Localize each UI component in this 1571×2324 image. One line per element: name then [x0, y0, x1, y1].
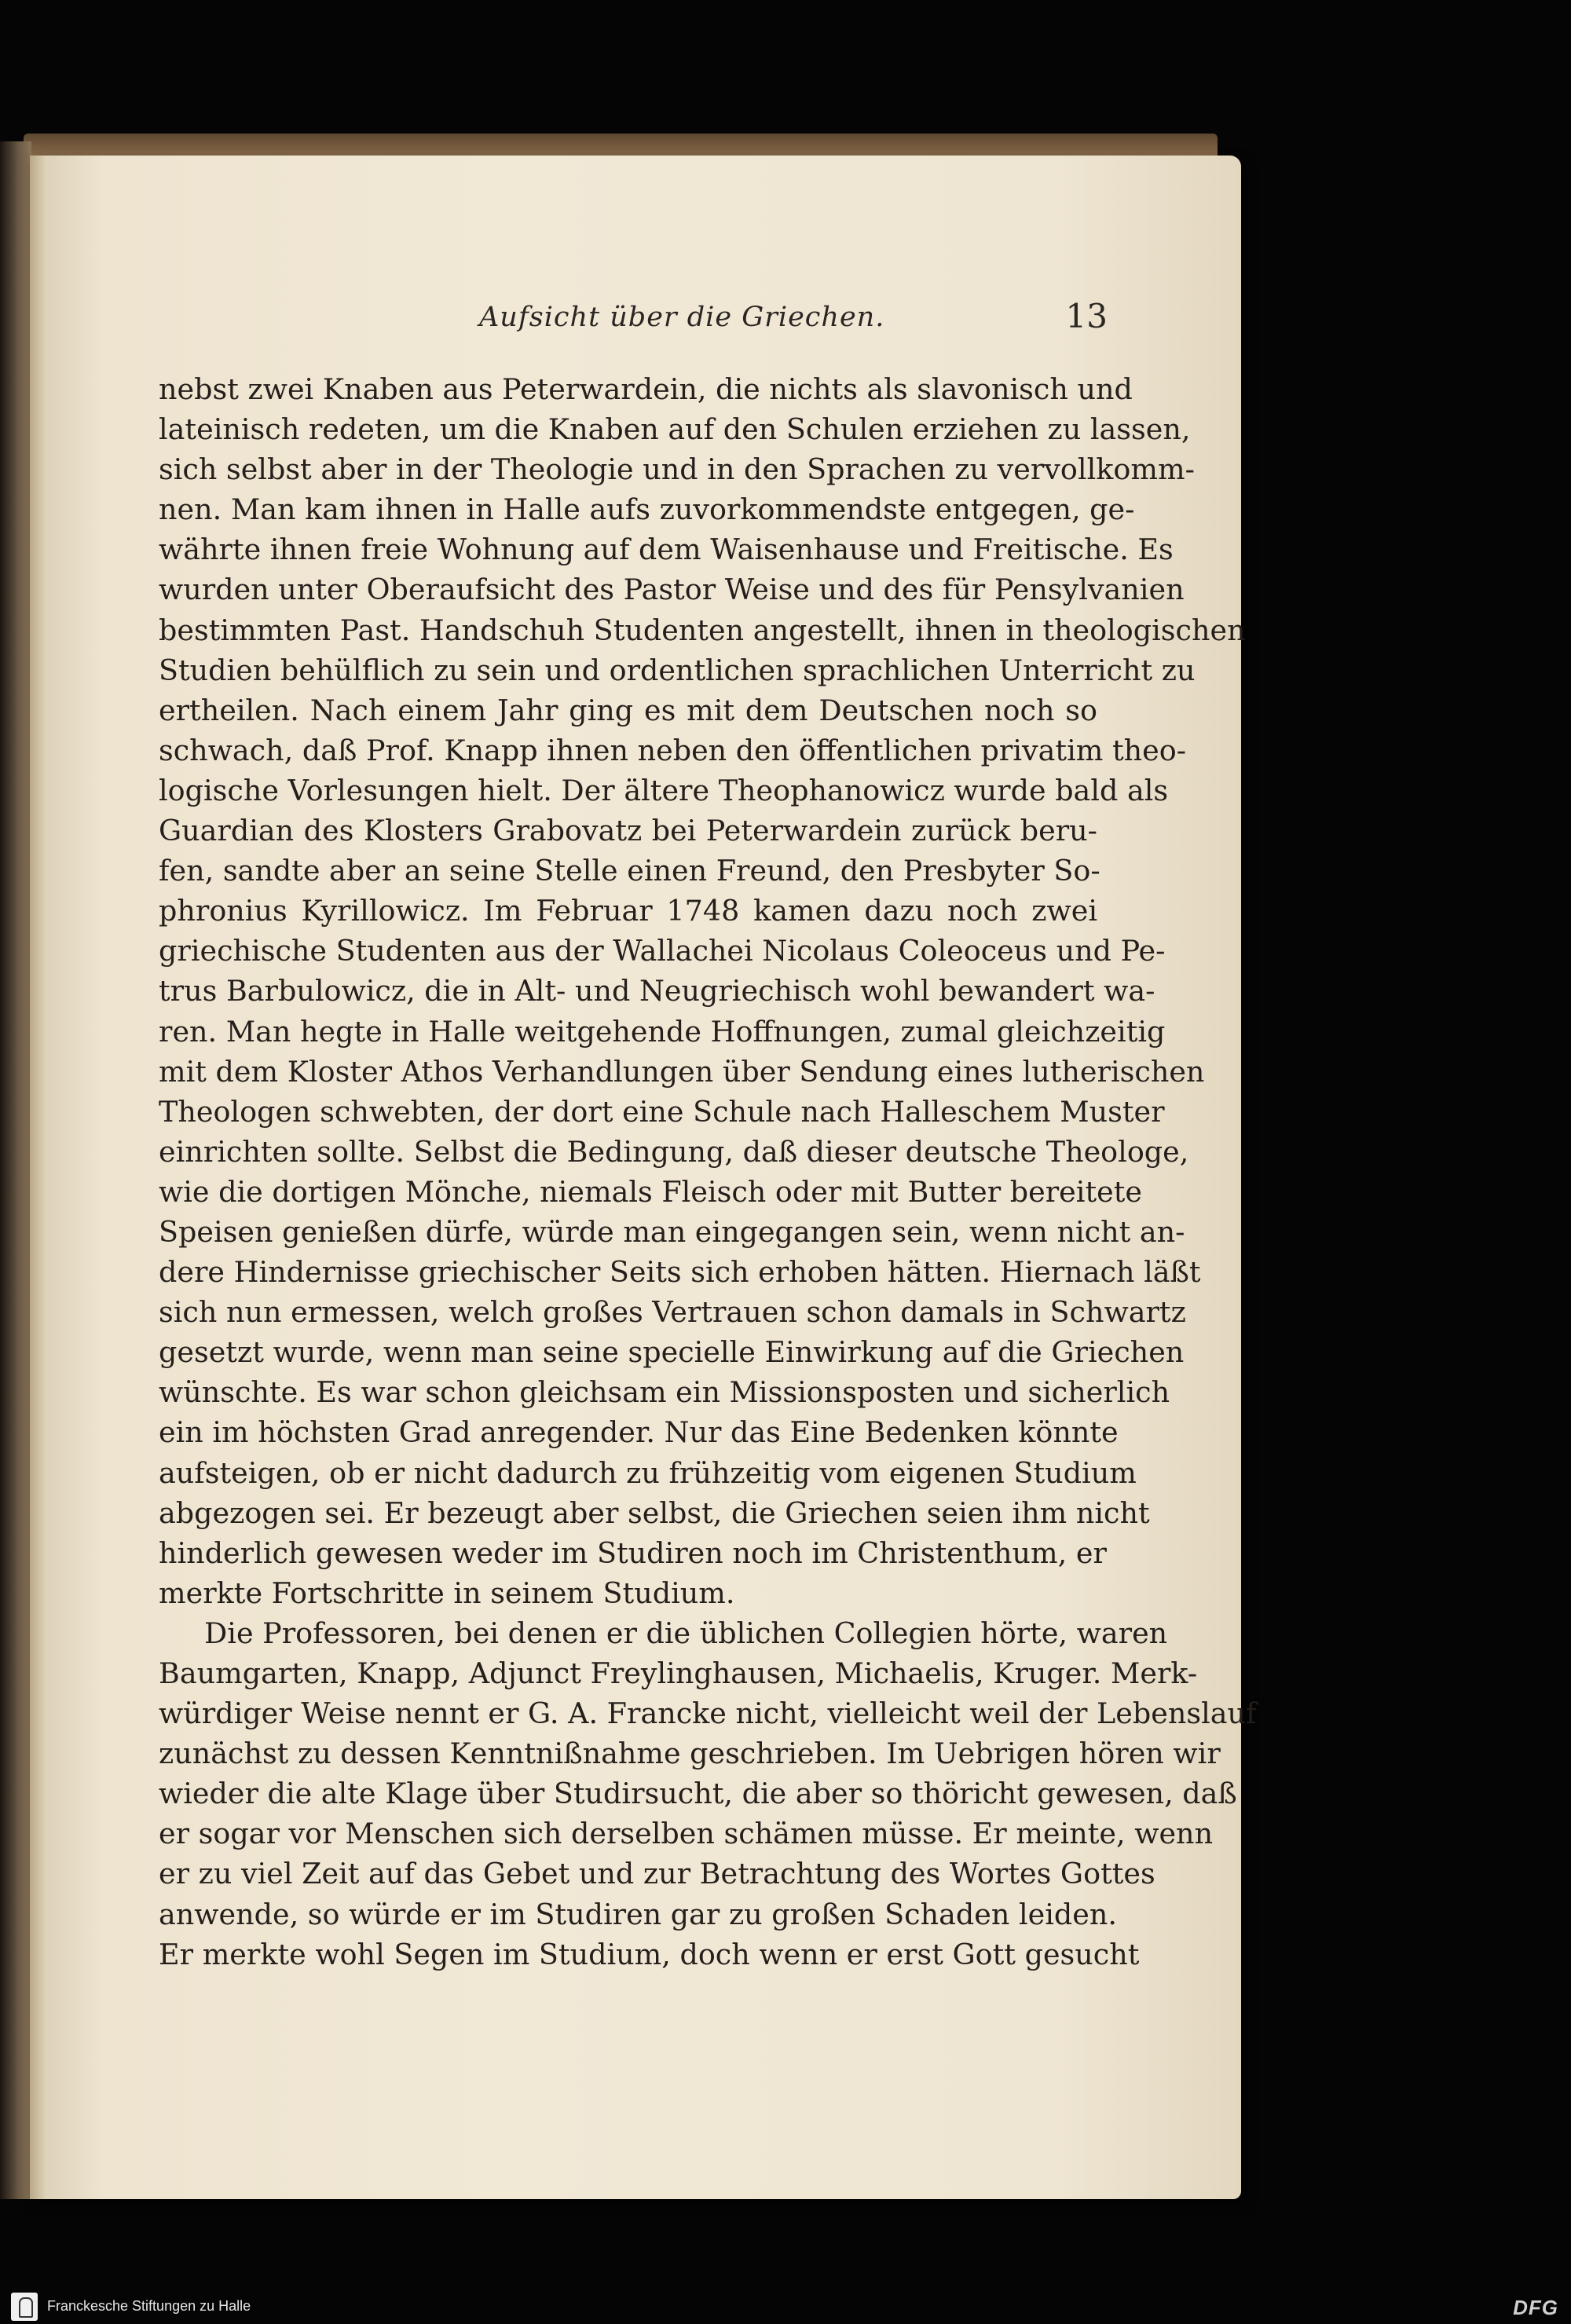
text-line: bestimmten Past. Handschuh Studenten angestellt, ihnen in theologischen: [159, 613, 1246, 647]
text-line: würdiger Weise nennt er G. A. Francke nicht, vielleicht weil der Lebenslauf: [159, 1696, 1257, 1731]
text-line: wünschte. Es war schon gleichsam ein Missionsposten und sicherlich: [159, 1375, 1170, 1410]
text-line: gesetzt wurde, wenn man seine specielle Einwirkung auf die Griechen: [159, 1335, 1185, 1370]
text-line: währte ihnen freie Wohnung auf dem Waisenhause und Freitische. Es: [159, 533, 1174, 567]
dfg-logo: DFG: [1513, 2296, 1558, 2319]
text-line: zunächst zu dessen Kenntnißnahme geschrieben. Im Uebrigen hören wir: [159, 1737, 1221, 1771]
institution-name: Franckesche Stiftungen zu Halle: [47, 2298, 251, 2314]
body-text: [159, 369, 1257, 1974]
text-line: hinderlich gewesen weder im Studiren noch im Christenthum, er: [159, 1535, 1107, 1570]
text-line: griechische Studenten aus der Wallachei Nicolaus Coleoceus und Pe-: [159, 934, 1166, 968]
text-line: sich nun ermessen, welch großes Vertrauen schon damals in Schwartz: [159, 1295, 1186, 1330]
text-line: wieder die alte Klage über Studirsucht, die aber so thöricht gewesen, daß: [159, 1777, 1237, 1811]
page-header: [165, 297, 1108, 344]
text-line: Guardian des Klosters Grabovatz bei Peterwardein zurück beru-: [159, 814, 1097, 848]
text-line: aufsteigen, ob er nicht dadurch zu frühzeitig vom eigenen Studium: [159, 1455, 1137, 1490]
text-line: Baumgarten, Knapp, Adjunct Freylinghausen, Michaelis, Kruger. Merk-: [159, 1656, 1198, 1690]
text-line: ertheilen. Nach einem Jahr ging es mit dem Deutschen noch so: [159, 693, 1097, 727]
text-line: nen. Man kam ihnen in Halle aufs zuvorkommendste entgegen, ge-: [159, 492, 1135, 527]
book-spine: [0, 141, 31, 2199]
text-line: abgezogen sei. Er bezeugt aber selbst, die Griechen seien ihm nicht: [159, 1495, 1150, 1530]
text-line: phronius Kyrillowicz. Im Februar 1748 kamen dazu noch zwei: [159, 894, 1097, 928]
text-line: anwende, so würde er im Studiren gar zu großen Schaden leiden.: [159, 1897, 1117, 1931]
text-line: fen, sandte aber an seine Stelle einen Freund, den Presbyter So-: [159, 854, 1100, 888]
text-line: wie die dortigen Mönche, niemals Fleisch oder mit Butter bereitete: [159, 1174, 1142, 1209]
text-line: Er merkte wohl Segen im Studium, doch wenn er erst Gott gesucht: [159, 1937, 1140, 1971]
paragraph-start-line: Die Professoren, bei denen er die üblichen Collegien hörte, waren: [204, 1616, 1168, 1650]
running-title: Aufsicht über die Griechen.: [479, 302, 885, 333]
page-gutter: [30, 156, 47, 2199]
text-line: lateinisch redeten, um die Knaben auf den Schulen erziehen zu lassen,: [159, 412, 1191, 447]
text-line: trus Barbulowicz, die in Alt- und Neugriechisch wohl bewandert wa-: [159, 974, 1155, 1008]
text-line: sich selbst aber in der Theologie und in den Sprachen zu vervollkomm-: [159, 452, 1195, 487]
text-line: logische Vorlesungen hielt. Der ältere Theophanowicz wurde bald als: [159, 773, 1169, 807]
text-line: ein im höchsten Grad anregender. Nur das Eine Bedenken könnte: [159, 1415, 1119, 1450]
institution-logo-icon: [11, 2293, 38, 2321]
text-line: er zu viel Zeit auf das Gebet und zur Betrachtung des Wortes Gottes: [159, 1857, 1155, 1891]
paragraph-end-line: merkte Fortschritte in seinem Studium.: [159, 1576, 735, 1610]
book-cover-edge: [24, 134, 1218, 157]
text-line: er sogar vor Menschen sich derselben schämen müsse. Er meinte, wenn: [159, 1817, 1214, 1851]
text-line: Theologen schwebten, der dort eine Schule nach Halleschem Muster: [159, 1094, 1165, 1129]
text-line: dere Hindernisse griechischer Seits sich erhoben hätten. Hiernach läßt: [159, 1255, 1201, 1290]
viewer-footer: [0, 2289, 1571, 2324]
text-line: wurden unter Oberaufsicht des Pastor Weise und des für Pensylvanien: [159, 573, 1185, 607]
page-number: 13: [1065, 297, 1108, 335]
text-line: mit dem Kloster Athos Verhandlungen über Sendung eines lutherischen: [159, 1054, 1205, 1089]
text-line: ren. Man hegte in Halle weitgehende Hoffnungen, zumal gleichzeitig: [159, 1014, 1166, 1049]
text-line: Studien behülflich zu sein und ordentlichen sprachlichen Unterricht zu: [159, 653, 1196, 687]
text-line: schwach, daß Prof. Knapp ihnen neben den öffentlichen privatim theo-: [159, 733, 1187, 767]
text-line: nebst zwei Knaben aus Peterwardein, die nichts als slavonisch und: [159, 372, 1133, 406]
text-line: Speisen genießen dürfe, würde man eingegangen sein, wenn nicht an-: [159, 1214, 1185, 1249]
text-line: einrichten sollte. Selbst die Bedingung, daß dieser deutsche Theologe,: [159, 1134, 1189, 1169]
